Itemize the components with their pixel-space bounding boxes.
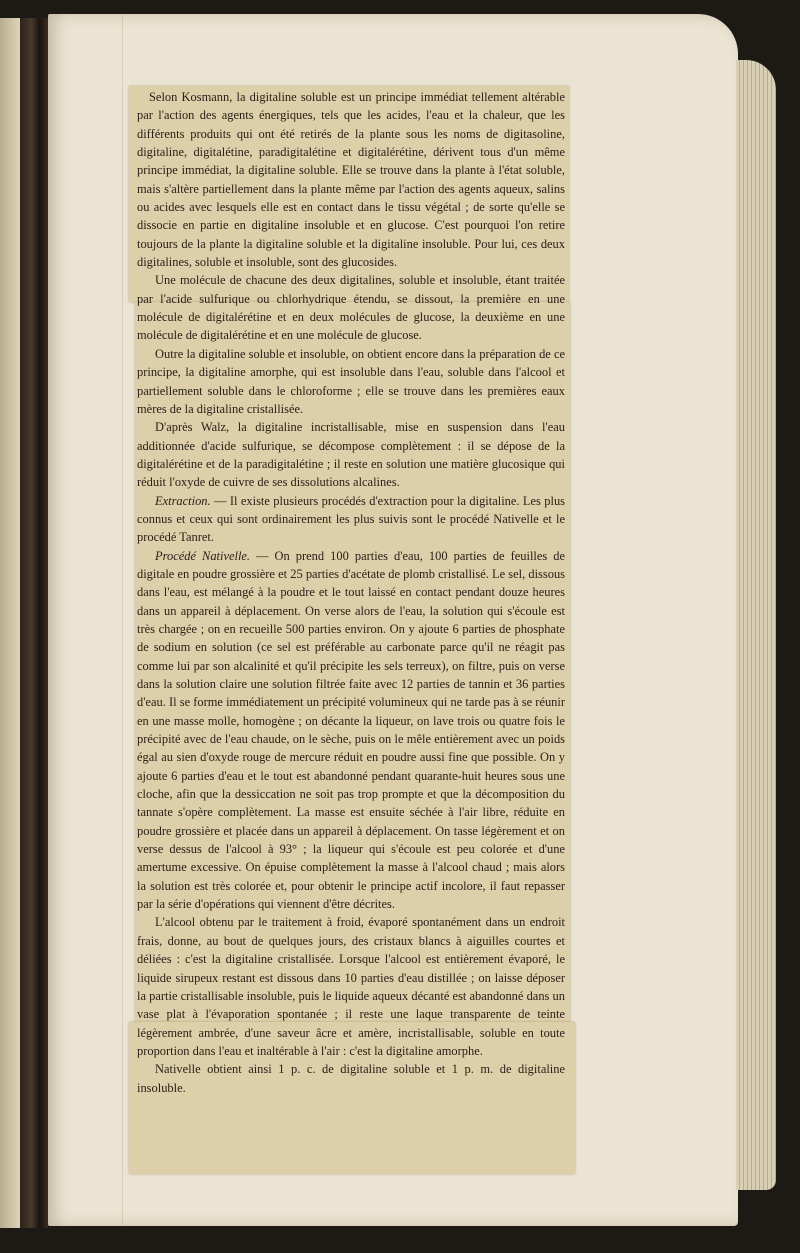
paragraph-alcool: L'alcool obtenu par le traitement à froid, évaporé spontanément dans un endroit frais, donne, au bout de quelques jours, des cristaux blancs à aiguilles courtes et déliées : c'est la digitaline cristallisée. Lorsque l'alcool est entièrement évaporé, le liquide sirupeux restant est dissous dans 10 parties d'eau distillée ; on laisse déposer la partie cristallisable insoluble, puis le liquide aqueux décanté est abandonné dans un vase plat à l'évaporation spontanée ; il reste une laque transparente de teinte légèrement ambrée, d'une saveur âcre et amère, incristallisable, soluble en toute proportion dans l'eau et inaltérable à l'air : c'est la digitaline amorphe. bbox=[137, 915, 565, 1058]
paragraph-molecule: Une molécule de chacune des deux digitalines, soluble et insoluble, étant traitée par l'acide sulfurique ou chlorhydrique étendu, se dissout, la première en une molécule de digitalérétine et en deux molécules de glucose, la deuxième en une molécule de digitalérétine et en une molécule de glucose. bbox=[137, 273, 565, 343]
book-binding bbox=[20, 18, 48, 1228]
page-margin-line bbox=[122, 14, 123, 1226]
paragraph-extraction bbox=[137, 492, 565, 547]
paragraph-amorphe: Outre la digitaline soluble et insoluble, on obtient encore dans la préparation de ce principe, la digitaline amorphe, qui est insoluble dans l'eau, soluble dans l'alcool et partiellement soluble dans le chloroforme ; elle se trouve dans les premières eaux mères de la digitaline cristallisée. bbox=[137, 346, 565, 416]
article-text bbox=[137, 88, 565, 1097]
left-page-edge bbox=[0, 18, 22, 1228]
page-stack-edge bbox=[736, 60, 776, 1190]
paragraph-nativelle bbox=[137, 547, 565, 914]
nativelle-heading: Procédé Nativelle. bbox=[155, 548, 251, 563]
paragraph-walz: D'après Walz, la digitaline incristallisable, mise en suspension dans l'eau additionnée d'acide sulfurique, se décompose complètement : il se dépose de la digitalérétine et de la paradigitalétine ; il reste en solution une matière glucosique qui réduit l'oxyde de cuivre de ses dissolutions alcalines. bbox=[137, 420, 565, 490]
extraction-heading: Extraction. bbox=[155, 493, 211, 508]
paragraph-conclusion: Nativelle obtient ainsi 1 p. c. de digitaline soluble et 1 p. m. de digitaline insoluble. bbox=[137, 1062, 565, 1095]
nativelle-text: — On prend 100 parties d'eau, 100 parties de feuilles de digitale en poudre grossière et 25 parties d'acétate de plomb cristallisé. Le sel, dissous dans l'eau, est mélangé à la poudre et le tout laissé en contact pendant douze heures dans un appareil à déplacement. On verse alors de l'eau, la solution qui s'écoule est très chargée ; on en recueille 500 parties environ. On y ajoute 6 parties de phosphate de sodium en solution (ce sel est préférable au carbonate parce qu'il ne réagit pas comme lui par son alcalinité et qu'il précipite les sels terreux), on filtre, puis on verse dans la solution claire une solution filtrée faite avec 12 parties de tannin et 36 parties d'eau. Il se forme immédiatement un précipité volumineux qui ne tarde pas à se réunir en une masse molle, homogène ; on décante la liqueur, on lave trois ou quatre fois le précipité avec de l'eau chaude, on le sèche, puis on le mêle entièrement avec un poids égal au sien d'oxyde rouge de mercure réduit en poudre aussi fine que possible. On y ajoute 6 parties d'eau et le tout est abandonné pendant quarante-huit heures sous une cloche, afin que la dessiccation ne soit pas trop prompte et que la décomposition du tannate s'opère complètement. La masse est ensuite séchée à l'air libre, réduite en poudre grossière et placée dans un appareil à déplacement. On tasse légèrement et on verse dessus de l'alcool à 93° ; la liqueur qui s'écoule est peu colorée et d'une amertume excessive. On épuise complètement la masse à l'alcool chaud ; mais alors la solution est très colorée et, pour obtenir le principe actif incolore, il faut repasser par la série d'opérations qui viennent d'être décrites. bbox=[137, 548, 565, 912]
paragraph-kosmann: Selon Kosmann, la digitaline soluble est un principe immédiat tellement altérable par l'action des agents énergiques, tels que les acides, l'eau et la chaleur, que les différents produits qui ont été retirés de la plante sous les noms de digitasoline, digitaline, digitalétine, paradigitalétine et digitalérétine, dérivent tous d'un même principe immédiat, la digitaline soluble. Elle se trouve dans la plante à l'état soluble, mais s'altère partiellement dans la plante même par l'action des agents aqueux, salins ou acides avec lesquels elle est en contact dans le tissu végétal ; de sorte qu'elle se dissocie en partie en digitaline insoluble et en glucose. C'est pourquoi l'on retire toujours de la plante la digitaline soluble et la digitaline insoluble. Pour lui, ces deux digitalines, soluble et insoluble, sont des glucosides. bbox=[137, 90, 565, 270]
extraction-text: — Il existe plusieurs procédés d'extraction pour la digitaline. Les plus connus et ceux qui sont ordinairement les plus suivis sont le procédé Nativelle et le procédé Tanret. bbox=[137, 493, 565, 545]
